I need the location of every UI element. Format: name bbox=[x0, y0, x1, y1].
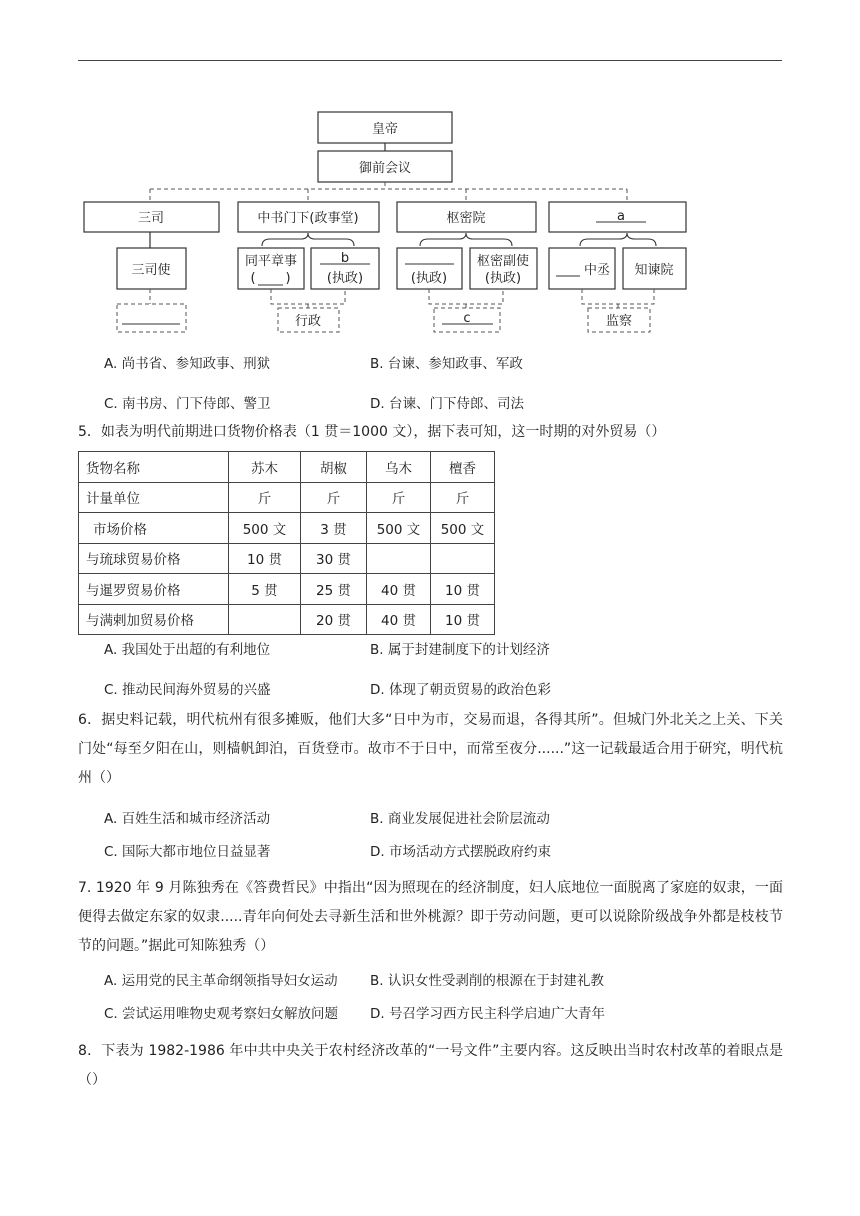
zhongcheng-label: 中丞 bbox=[583, 263, 611, 278]
q4-option-c[interactable]: C. 南书房、门下侍郎、警卫 bbox=[104, 396, 271, 412]
zhongshu-label: 中书门下(政事堂) bbox=[257, 211, 359, 226]
table-row: 与满剌加贸易价格 20 贯 40 贯 10 贯 bbox=[79, 604, 495, 635]
q5-option-c[interactable]: C. 推动民间海外贸易的兴盛 bbox=[104, 682, 271, 698]
council-label: 御前会议 bbox=[358, 161, 412, 176]
q7-stem: 7. 1920 年 9 月陈独秀在《答费哲民》中指出“因为照现在的经济制度，妇人底地位一面脱离了家庭的奴隶，一面便得去做定东家的奴隶.....青年向何处去寻新生活和世外桃源？即于劳动问题，更可以说除阶级战争外都是枝枝节节的问题。”据此可知陈独秀（） bbox=[78, 880, 783, 954]
xingzheng-label: 行政 bbox=[294, 314, 322, 329]
c-label: c bbox=[463, 311, 471, 326]
q7-option-d[interactable]: D. 号召学习西方民主科学启迪广大青年 bbox=[370, 1006, 605, 1022]
jiancha-label: 监察 bbox=[605, 314, 633, 329]
tongping-label: 同平章事 bbox=[244, 254, 298, 269]
song-government-diagram bbox=[0, 0, 860, 345]
table-row: 计量单位 斤 斤 斤 斤 bbox=[79, 482, 495, 513]
q6-option-a[interactable]: A. 百姓生活和城市经济活动 bbox=[104, 811, 271, 827]
table-header-row: 货物名称 苏木 胡椒 乌木 檀香 bbox=[79, 452, 495, 483]
sansishi-label: 三司使 bbox=[131, 263, 171, 278]
q7-option-c[interactable]: C. 尝试运用唯物史观考察妇女解放问题 bbox=[104, 1006, 339, 1022]
b-label: b bbox=[340, 251, 350, 266]
fushi-label: 枢密副使 bbox=[476, 254, 530, 269]
a-label: a bbox=[617, 209, 625, 224]
tongping-open-paren: ( bbox=[250, 271, 256, 286]
q6-option-c[interactable]: C. 国际大都市地位日益显著 bbox=[104, 844, 271, 860]
q5-option-b[interactable]: B. 属于封建制度下的计划经济 bbox=[370, 642, 550, 658]
q6-stem: 6．据史料记载，明代杭州有很多摊贩，他们大多“日中为市，交易而退，各得其所”。但城门外北关之上关、下关门处“每至夕阳在山，则樯帆卸泊，百货登市。故市不于日中，而常至夜分......”这一记载最适合用于研究，明代杭州（） bbox=[78, 712, 783, 786]
fushi-zhizheng-label: (执政) bbox=[484, 271, 522, 286]
table-row: 市场价格 500 文 3 贯 500 文 500 文 bbox=[79, 513, 495, 544]
q8-stem: 8．下表为 1982-1986 年中共中央关于农村经济改革的“一号文件”主要内容。这反映出当时农村改革的着眼点是（） bbox=[78, 1043, 783, 1088]
q4-option-a[interactable]: A. 尚书省、参知政事、刑狱 bbox=[104, 356, 271, 372]
shumi-zhizheng-label: (执政) bbox=[410, 271, 448, 286]
q4-option-d[interactable]: D. 台谏、门下侍郎、司法 bbox=[370, 396, 524, 412]
q5-option-d[interactable]: D. 体现了朝贡贸易的政治色彩 bbox=[370, 682, 551, 698]
q5-option-a[interactable]: A. 我国处于出超的有利地位 bbox=[104, 642, 271, 658]
q6-option-b[interactable]: B. 商业发展促进社会阶层流动 bbox=[370, 811, 550, 827]
tongping-close-paren: ) bbox=[285, 271, 291, 286]
emperor-label: 皇帝 bbox=[371, 122, 399, 137]
zhijianyuan-label: 知谏院 bbox=[634, 263, 674, 278]
q4-option-b[interactable]: B. 台谏、参知政事、军政 bbox=[370, 356, 523, 372]
shumiyuan-label: 枢密院 bbox=[446, 211, 486, 226]
b-zhizheng-label: (执政) bbox=[326, 271, 364, 286]
q7-option-b[interactable]: B. 认识女性受剥削的根源在于封建礼教 bbox=[370, 973, 604, 989]
sansi-label: 三司 bbox=[137, 211, 165, 226]
table-row: 与暹罗贸易价格 5 贯 25 贯 40 贯 10 贯 bbox=[79, 574, 495, 605]
q5-stem: 5．如表为明代前期进口货物价格表（1 贯＝1000 文），据下表可知，这一时期的对外贸易（） bbox=[78, 424, 666, 440]
q7-option-a[interactable]: A. 运用党的民主革命纲领指导妇女运动 bbox=[104, 973, 338, 989]
table-row: 与琉球贸易价格 10 贯 30 贯 bbox=[79, 543, 495, 574]
q6-option-d[interactable]: D. 市场活动方式摆脱政府约束 bbox=[370, 844, 551, 860]
price-table bbox=[78, 451, 495, 635]
